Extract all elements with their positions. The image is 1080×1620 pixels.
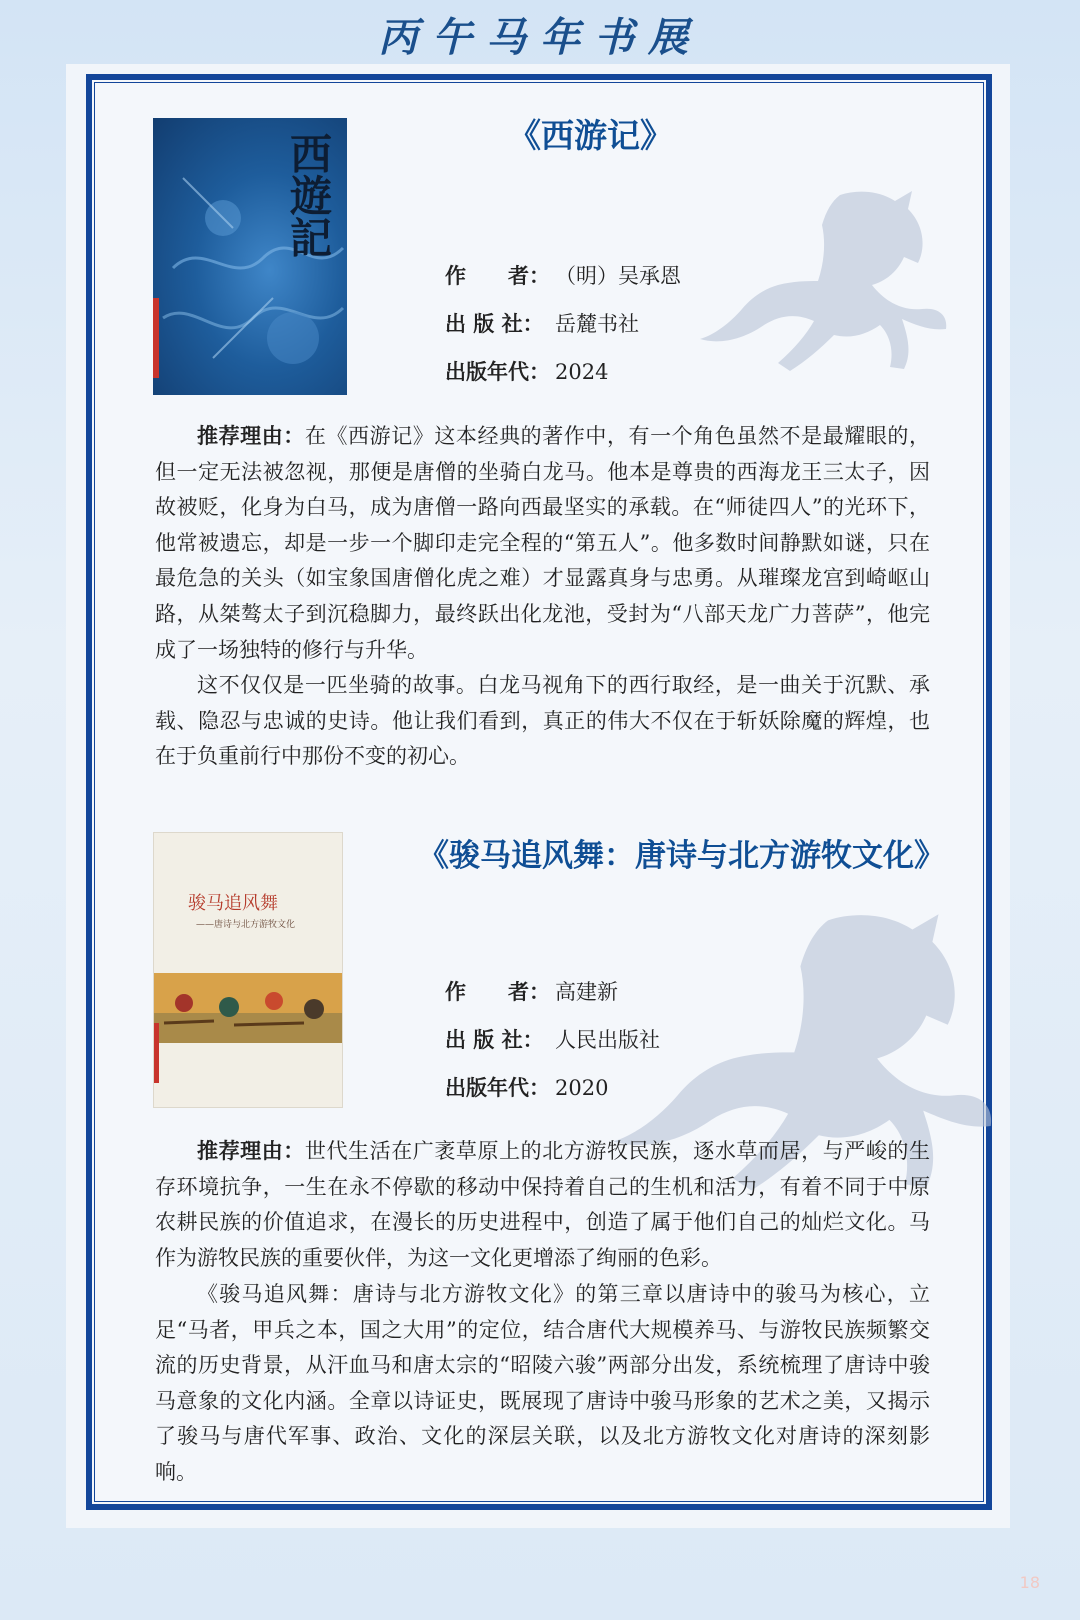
year-label: 出版年代： [445, 1075, 550, 1100]
recommendation-paragraph [155, 1133, 930, 1276]
publisher-row [445, 300, 681, 348]
horse-icon [690, 185, 960, 400]
author-value: 高建新 [555, 980, 618, 1004]
reason-text: 世代生活在广袤草原上的北方游牧民族，逐水草而居，与严峻的生存环境抗争，一生在永不停歇的移动中保持着自己的生机和活力，有着不同于中原农耕民族的价值追求，在漫长的历史进程中，创造了属于他们自己的灿烂文化。马作为游牧民族的重要伙伴，为这一文化更增添了绚丽的色彩。 [155, 1139, 931, 1270]
publisher-value: 人民出版社 [555, 1028, 660, 1052]
author-label: 作 者： [445, 979, 550, 1004]
cover-title: 西遊記 [284, 132, 333, 258]
year-label: 出版年代： [445, 359, 550, 384]
reason-label: 推荐理由： [197, 1138, 305, 1163]
year-value: 2024 [555, 360, 609, 384]
page-title: 丙午马年书展 [378, 14, 702, 61]
author-row [445, 968, 660, 1016]
publisher-label: 出 版 社： [445, 311, 544, 336]
author-value: （明）吴承恩 [555, 264, 681, 288]
cover-title: 骏马追风舞 [188, 893, 278, 914]
publisher-label: 出 版 社： [445, 1027, 544, 1052]
reason-text: 在《西游记》这本经典的著作中，有一个角色虽然不是最耀眼的，但一定无法被忽视，那便是唐僧的坐骑白龙马。他本是尊贵的西海龙王三太子，因故被贬，化身为白马，成为唐僧一路向西最坚实的承载。在“师徒四人”的光环下，他常被遗忘，却是一步一个脚印走完全程的“第五人”。他多数时间静默如谜，只在最危急的关头（如宝象国唐僧化虎之难）才显露真身与忠勇。从璀璨龙宫到崎岖山路，从桀骜太子到沉稳脚力，最终跃出化龙池，受封为“八部天龙广力菩萨”，他完成了一场独特的修行与升华。 [155, 424, 931, 662]
publisher-row [445, 1016, 660, 1064]
book-cover-junma [153, 832, 343, 1108]
book-meta [445, 252, 681, 396]
author-row [445, 252, 681, 300]
cover-illustration [154, 973, 342, 1043]
cover-spine-mark [154, 1023, 159, 1083]
publisher-value: 岳麓书社 [555, 312, 639, 336]
year-row [445, 1064, 660, 1112]
book-meta [445, 968, 660, 1112]
year-value: 2020 [555, 1076, 609, 1100]
book-title: 《西游记》 [508, 116, 673, 155]
book-title: 《骏马追风舞：唐诗与北方游牧文化》 [418, 838, 945, 874]
cover-subtitle: ——唐诗与北方游牧文化 [196, 920, 296, 930]
recommendation-paragraph: 《骏马追风舞：唐诗与北方游牧文化》的第三章以唐诗中的骏马为核心，立足“马者，甲兵之本，国之大用”的定位，结合唐代大规模养马、与游牧民族频繁交流的历史背景，从汗血马和唐太宗的“昭陵六骏”两部分出发，系统梳理了唐诗中骏马意象的文化内涵。全章以诗证史，既展现了唐诗中骏马形象的艺术之美，又揭示了骏马与唐代军事、政治、文化的深层关联，以及北方游牧文化对唐诗的深刻影响。 [155, 1282, 930, 1484]
page-number: 18 [1019, 1573, 1040, 1592]
book-cover-xiyouji [153, 118, 347, 395]
recommendation-paragraph: 这不仅仅是一匹坐骑的故事。白龙马视角下的西行取经，是一曲关于沉默、承载、隐忍与忠诚的史诗。他让我们看到，真正的伟大不仅在于斩妖除魔的辉煌，也在于负重前行中那份不变的初心。 [155, 673, 930, 769]
year-row [445, 348, 681, 396]
reason-label: 推荐理由： [197, 423, 305, 448]
cover-spine-mark [153, 298, 159, 378]
recommendation-paragraph [155, 418, 930, 668]
author-label: 作 者： [445, 263, 550, 288]
